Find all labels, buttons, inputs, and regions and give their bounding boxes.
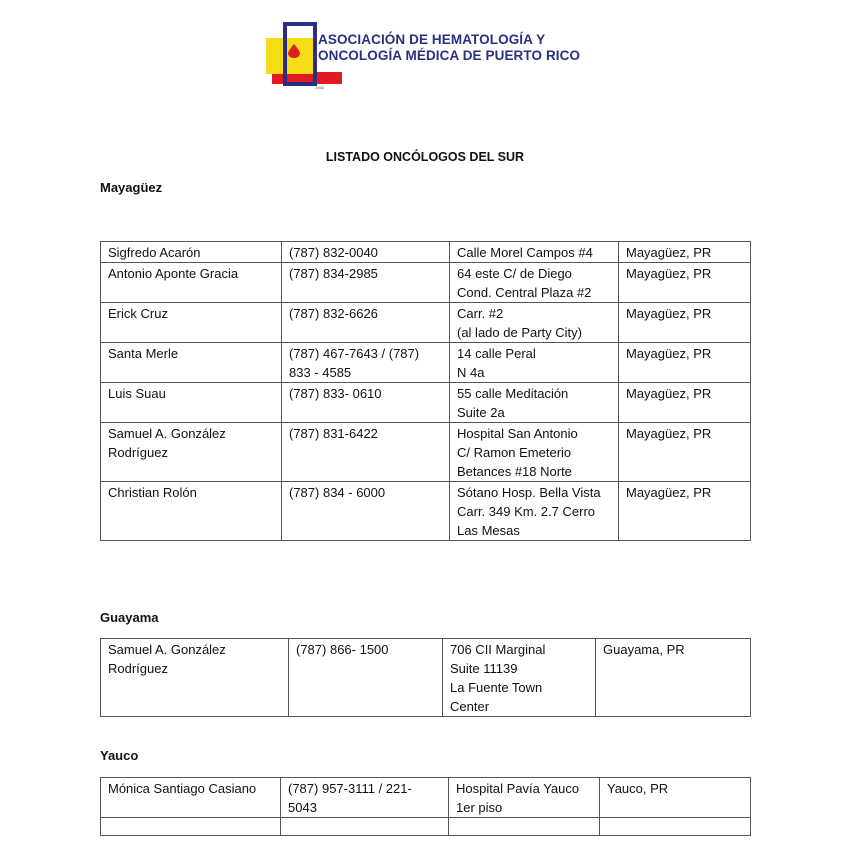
section-heading-mayaguez: Mayagüez <box>100 180 163 195</box>
section-heading-yauco: Yauco <box>100 748 139 763</box>
table-row <box>101 303 751 343</box>
oncologist-name: Christian Rolón <box>101 482 282 541</box>
oncologist-city: Mayagüez, PR <box>619 263 751 303</box>
table-row <box>101 242 751 263</box>
table-row <box>101 482 751 541</box>
oncologist-city: Guayama, PR <box>596 639 751 717</box>
oncologist-city: Yauco, PR <box>600 778 751 818</box>
oncologist-address: Hospital Pavía Yauco 1er piso <box>449 778 600 818</box>
oncologist-name: Sigfredo Acarón <box>101 242 282 263</box>
oncologist-address <box>449 818 600 836</box>
table-body <box>101 639 751 717</box>
oncologist-name: Mónica Santiago Casiano <box>101 778 281 818</box>
oncologist-phone: (787) 831-6422 <box>282 423 450 482</box>
oncologist-address: 64 este C/ de Diego Cond. Central Plaza #2 <box>450 263 619 303</box>
organization-name-line-1: ASOCIACIÓN DE HEMATOLOGÍA Y <box>318 32 546 47</box>
logo-small-text: 1985 <box>315 85 324 90</box>
blood-drop-icon <box>288 44 300 58</box>
organization-name <box>318 32 588 64</box>
table-row <box>101 639 751 717</box>
oncologists-table-yauco <box>100 777 751 836</box>
section-heading-guayama: Guayama <box>100 610 159 625</box>
organization-name-line-2: ONCOLOGÍA MÉDICA DE PUERTO RICO <box>318 48 581 63</box>
oncologist-city: Mayagüez, PR <box>619 423 751 482</box>
oncologist-phone: (787) 832-6626 <box>282 303 450 343</box>
table-row <box>101 423 751 482</box>
oncologist-city: Mayagüez, PR <box>619 343 751 383</box>
oncologist-city <box>600 818 751 836</box>
oncologist-city: Mayagüez, PR <box>619 242 751 263</box>
document-title: LISTADO ONCÓLOGOS DEL SUR <box>325 150 525 164</box>
oncologist-address: Calle Morel Campos #4 <box>450 242 619 263</box>
oncologist-phone: (787) 833- 0610 <box>282 383 450 423</box>
table-row <box>101 263 751 303</box>
oncologist-name <box>101 818 281 836</box>
oncologist-phone <box>281 818 449 836</box>
table-row <box>101 383 751 423</box>
oncologist-address: Carr. #2 (al lado de Party City) <box>450 303 619 343</box>
oncologist-phone: (787) 957-3111 / 221- 5043 <box>281 778 449 818</box>
table-row <box>101 818 751 836</box>
oncologist-city: Mayagüez, PR <box>619 482 751 541</box>
table-row <box>101 778 751 818</box>
oncologist-city: Mayagüez, PR <box>619 303 751 343</box>
oncologists-table-guayama <box>100 638 751 717</box>
oncologist-address: 14 calle Peral N 4a <box>450 343 619 383</box>
oncologist-address: Hospital San Antonio C/ Ramon Emeterio Betances #18 Norte <box>450 423 619 482</box>
oncologist-name: Luis Suau <box>101 383 282 423</box>
oncologist-phone: (787) 834 - 6000 <box>282 482 450 541</box>
oncologists-table-mayaguez <box>100 241 751 541</box>
oncologist-name: Santa Merle <box>101 343 282 383</box>
table-body <box>101 242 751 541</box>
oncologist-name: Samuel A. González Rodríguez <box>101 423 282 482</box>
oncologist-name: Samuel A. González Rodríguez <box>101 639 289 717</box>
oncologist-address: Sótano Hosp. Bella Vista Carr. 349 Km. 2.7 Cerro Las Mesas <box>450 482 619 541</box>
oncologist-city: Mayagüez, PR <box>619 383 751 423</box>
oncologist-address: 55 calle Meditación Suite 2a <box>450 383 619 423</box>
oncologist-address: 706 CII Marginal Suite 11139 La Fuente Town Center <box>443 639 596 717</box>
association-logo <box>266 22 586 94</box>
table-row <box>101 343 751 383</box>
oncologist-phone: (787) 834-2985 <box>282 263 450 303</box>
oncologist-phone: (787) 467-7643 / (787) 833 - 4585 <box>282 343 450 383</box>
table-body <box>101 778 751 836</box>
oncologist-phone: (787) 832-0040 <box>282 242 450 263</box>
oncologist-name: Erick Cruz <box>101 303 282 343</box>
oncologist-name: Antonio Aponte Gracia <box>101 263 282 303</box>
oncologist-phone: (787) 866- 1500 <box>289 639 443 717</box>
